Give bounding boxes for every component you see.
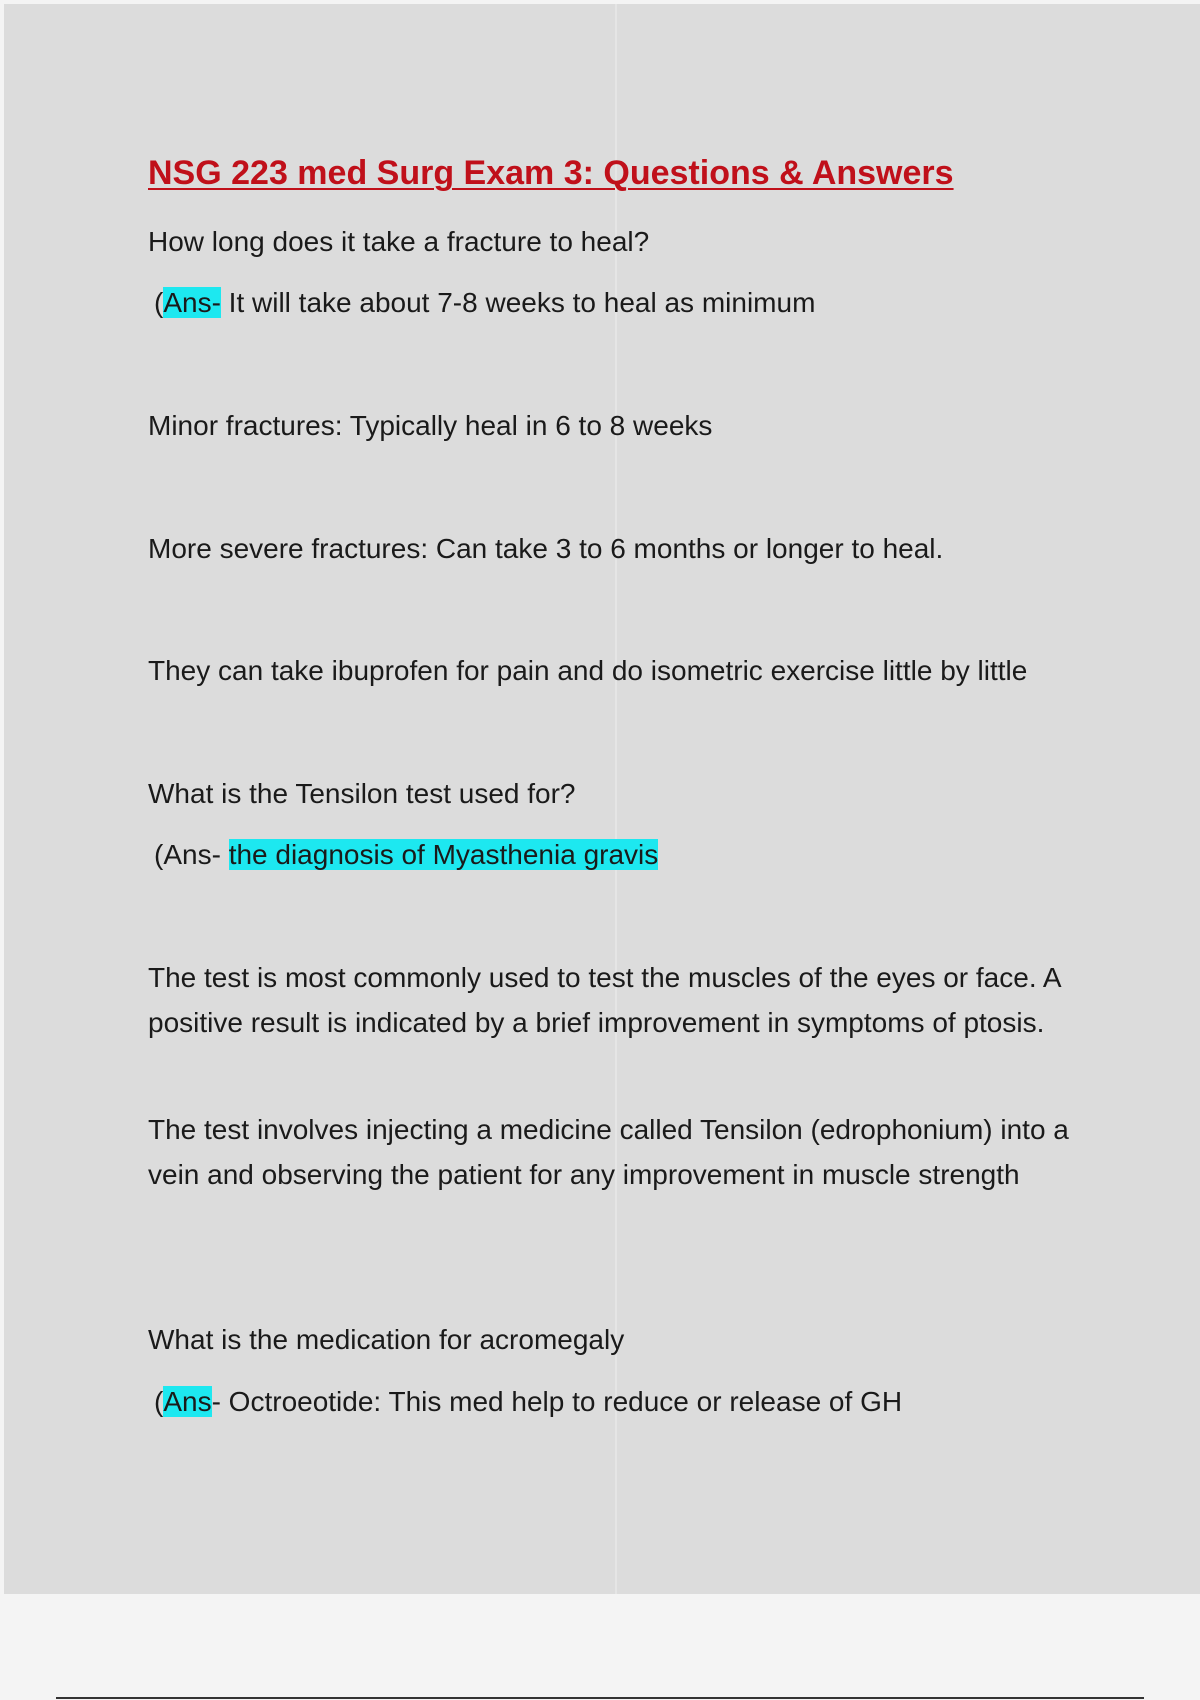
document-title: NSG 223 med Surg Exam 3: Questions & Answers	[148, 154, 954, 192]
q1-note-minor: Minor fractures: Typically heal in 6 to 8 weeks	[148, 410, 713, 441]
q1-note-severe: More severe fractures: Can take 3 to 6 months or longer to heal.	[148, 533, 944, 564]
question-2: What is the Tensilon test used for?	[148, 778, 576, 809]
answer-1	[154, 283, 815, 323]
q1-note-ibuprofen: They can take ibuprofen for pain and do isometric exercise little by little	[148, 655, 1028, 686]
answer-2-prefix: (Ans-	[154, 839, 229, 870]
question-3: What is the medication for acromegaly	[148, 1324, 625, 1355]
q2-note-procedure: The test involves injecting a medicine called Tensilon (edrophonium) into a vein and observing the patient for any improvement in muscle strength	[148, 1114, 1069, 1190]
answer-2-text: the diagnosis of Myasthenia gravis	[228, 839, 659, 870]
answer-1-open: (	[154, 287, 164, 318]
answer-3-label: Ans	[163, 1386, 212, 1417]
answer-1-text: It will take about 7-8 weeks to heal as minimum	[220, 287, 816, 318]
answer-3-open: (	[154, 1386, 164, 1417]
answer-3	[154, 1382, 902, 1422]
answer-3-text: - Octroeotide: This med help to reduce or release of GH	[211, 1386, 903, 1417]
question-1: How long does it take a fracture to heal?	[148, 226, 650, 257]
q2-note-usage: The test is most commonly used to test the muscles of the eyes or face. A positive result is indicated by a brief improvement in symptoms of ptosis.	[148, 962, 1060, 1038]
answer-1-label: Ans-	[163, 287, 221, 318]
footer-rule	[56, 1697, 1144, 1699]
answer-2	[154, 835, 658, 875]
